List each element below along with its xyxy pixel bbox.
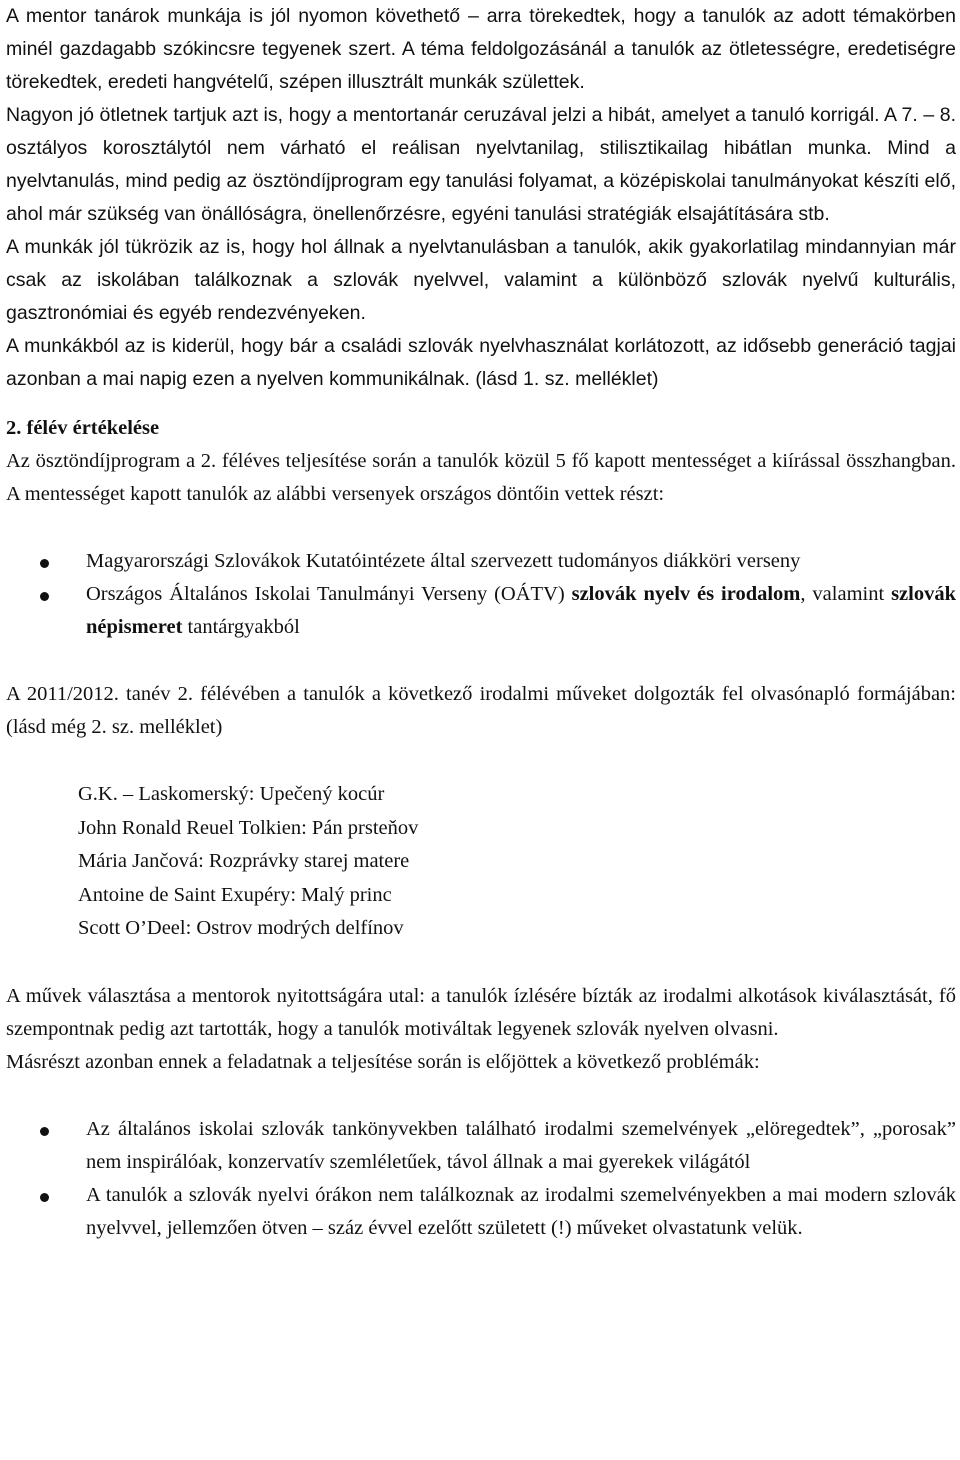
- document-page: [6, 0, 956, 1245]
- paragraph-pencil-idea-b: Mind a nyelvtanulás, mind pedig az ösztöndíjprogram egy tanulási folyamat, a középiskolai tanulmányokat készíti elő, ahol már szükség van önállóságra, önellenőrzésre, egyéni tanulási stratégiák elsajátítására stb.: [6, 137, 957, 225]
- book-item: G.K. – Laskomerský: Upečený kocúr: [78, 783, 385, 805]
- book-item: Antoine de Saint Exupéry: Malý princ: [78, 883, 392, 906]
- competition-msk: Magyarországi Szlovákok Kutatóintézete által szervezett tudományos diákköri verseny: [86, 550, 801, 572]
- bullet-icon: [40, 1193, 49, 1202]
- list-item: [6, 1179, 956, 1245]
- paragraph-mentor-work: A mentor tanárok munkája is jól nyomon követhető – arra törekedtek, hogy a tanulók az adott témakörben minél gazdagabb szókincsre tegyenek szert. A téma feldolgozásánál a tanulók az ötletességre, eredetiségre törekedtek, eredeti hangvételű, szépen illusztrált munkák születtek.: [6, 5, 956, 93]
- paragraph-exemptions: Az ösztöndíjprogram a 2. féléves teljesítése során a tanulók közül 5 fő kapott mentességet a kiírással összhangban. A mentességet kapott tanulók az alábbi versenyek országos döntőin vettek részt:: [6, 450, 956, 505]
- list-item: [6, 578, 956, 644]
- list-item: [6, 545, 956, 578]
- section-heading-semester-2: 2. félév értékelése: [6, 417, 160, 439]
- book-item: John Ronald Reuel Tolkien: Pán prsteňov: [78, 816, 419, 839]
- subject-slovak-ethnography: szlovák népismeret: [86, 583, 957, 638]
- bullet-icon: [40, 592, 49, 601]
- competition-list: [6, 545, 956, 644]
- paragraph-pencil-idea: [6, 99, 956, 231]
- paragraph-family-language: A munkákból az is kiderül, hogy bár a családi szlovák nyelvhasználat korlátozott, az idősebb generáció tagjai azonban a mai napig ezen a nyelven kommunikálnak. (lásd 1. sz. melléklet): [6, 335, 956, 390]
- paragraph-problems-intro: Másrészt azonban ennek a feladatnak a teljesítése során is előjöttek a következő problémák:: [6, 1050, 760, 1073]
- competition-oatv-joiner: , valamint: [800, 583, 892, 605]
- book-item: Mária Jančová: Rozprávky starej matere: [78, 850, 410, 872]
- book-item: Scott O’Deel: Ostrov modrých delfínov: [78, 917, 404, 939]
- problem-textbooks: Az általános iskolai szlovák tankönyvekben található irodalmi szemelvények „elöregedtek”, „porosak” nem inspirálóak, konzervatív szemléletűek, távol állnak a mai gyerekek világától: [86, 1117, 956, 1173]
- list-item: [6, 1113, 956, 1179]
- paragraph-reading-log: A 2011/2012. tanév 2. félévében a tanulók a következő irodalmi műveket dolgozták fel olvasónapló formájában: (lásd még 2. sz. melléklet): [6, 683, 956, 738]
- competition-oatv: Országos Általános Iskolai Tanulmányi Verseny (OÁTV): [86, 583, 572, 605]
- competition-oatv-tail: tantárgyakból: [182, 616, 300, 638]
- paragraph-language-learning: A munkák jól tükrözik az is, hogy hol állnak a nyelvtanulásban a tanulók, akik gyakorlatilag mindannyian már csak az iskolában találkoznak a szlovák nyelvvel, valamint a különböző szlovák nyelvű kulturális, gasztronómiai és egyéb rendezvényeken.: [6, 236, 956, 324]
- bullet-icon: [40, 1127, 49, 1136]
- book-list: [6, 778, 956, 946]
- bullet-icon: [40, 559, 49, 568]
- paragraph-pencil-idea-a: Nagyon jó ötletnek tartjuk azt is, hogy a mentortanár ceruzával jelzi a hibát, amelyet a tanuló korrigál. A 7. – 8. osztályos korosztálytól nem várható el reálisan nyelvtanilag, stilisztikailag hibátlan munka.: [6, 104, 956, 159]
- problem-old-texts: A tanulók a szlovák nyelvi órákon nem találkoznak az irodalmi szemelvényekben a mai modern szlovák nyelvvel, jellemzően ötven – száz évvel ezelőtt született (!) műveket olvastatunk velük.: [86, 1183, 956, 1239]
- problem-list: [6, 1113, 956, 1245]
- subject-slovak-language: szlovák nyelv és irodalom: [571, 583, 801, 605]
- paragraph-book-choice: A művek választása a mentorok nyitottságára utal: a tanulók ízlésére bízták az irodalmi alkotások kiválasztását, fő szempontnak pedig azt tartották, hogy a tanulók motiváltak legyenek szlovák nyelven olvasni.: [6, 984, 956, 1040]
